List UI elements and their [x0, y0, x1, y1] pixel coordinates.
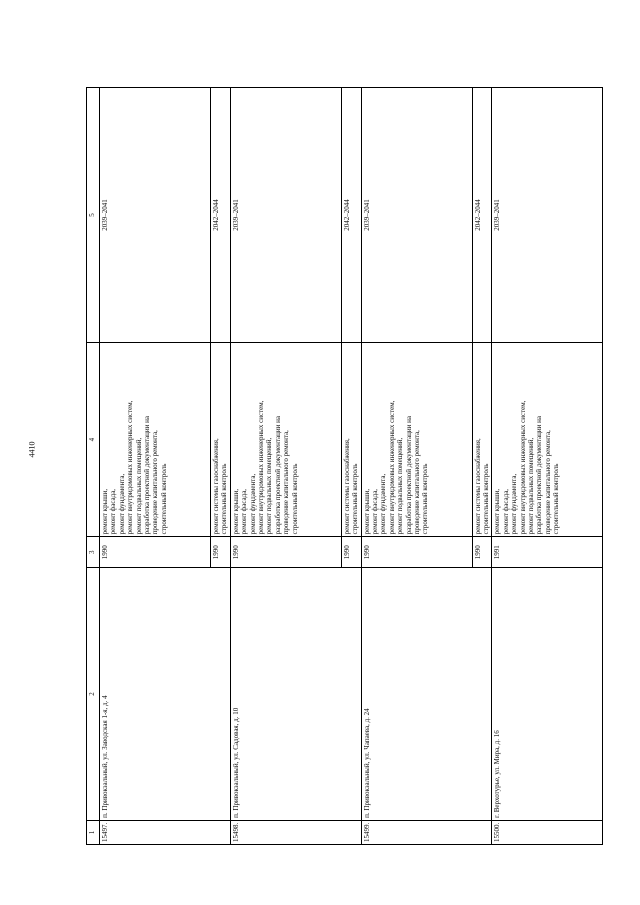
work-item: ремонт внутридомовых инженерных систем, [256, 400, 265, 535]
table-row [492, 88, 603, 845]
row-number-cell: 15500. [492, 820, 603, 844]
header-cell: 1 [87, 820, 100, 844]
work-item: ремонт подвальных помещений, [265, 437, 274, 535]
address-cell: г. Верхотурье, ул. Мира, д. 16 [492, 568, 603, 821]
work-item: разработка проектной документации на [142, 416, 151, 535]
work-item: проведение капитального ремонта, [543, 430, 552, 535]
period-cell: 2042–2044 [341, 88, 361, 343]
year-cell: 1990 [341, 537, 361, 568]
work-item: строительный контроль [290, 463, 299, 535]
work-item: ремонт подвальных помещений, [396, 437, 405, 535]
row-number-cell: 15497. [100, 820, 231, 844]
work-item: ремонт фундамента, [248, 473, 257, 535]
year-cell: 1991 [492, 537, 603, 568]
work-item: разработка проектной документации на [273, 416, 282, 535]
work-item: ремонт подвальных помещений, [526, 437, 535, 535]
work-item: ремонт крыши, [101, 488, 109, 535]
work-item: проведение капитального ремонта, [282, 430, 291, 535]
address-cell: п. Привокзальный, ул. Чапаева, д. 24 [361, 568, 492, 821]
table-row [230, 88, 341, 845]
work-item: ремонт системы газоснабжения, [212, 438, 220, 535]
period-cell: 2042–2044 [472, 88, 492, 343]
work-item: ремонт фасада, [240, 488, 249, 535]
period-cell: 2039–2041 [361, 88, 472, 343]
work-item: проведение капитального ремонта, [412, 430, 421, 535]
work-item: ремонт системы газоснабжения, [342, 438, 351, 535]
page-number: 4410 [27, 441, 37, 458]
work-item: разработка проектной документации на [535, 416, 544, 535]
works-cell [472, 342, 492, 536]
row-number-cell: 15499. [361, 820, 492, 844]
year-cell: 1990 [230, 537, 341, 568]
year-cell: 1990 [472, 537, 492, 568]
works-cell [211, 342, 231, 536]
work-item: ремонт внутридомовых инженерных систем, [126, 400, 135, 535]
table-body [100, 88, 603, 845]
address-cell: п. Привокзальный, ул. Заводская 1-я, д. 4 [100, 568, 231, 821]
works-cell [341, 342, 361, 536]
year-cell: 1990 [211, 537, 231, 568]
work-item: ремонт фасада, [370, 488, 379, 535]
header-row [87, 88, 100, 845]
table-row [100, 88, 211, 845]
period-cell: 2042–2044 [211, 88, 231, 343]
header-cell: 4 [87, 342, 100, 536]
work-item: ремонт внутридомовых инженерных систем, [518, 400, 527, 535]
work-item: строительный контроль [351, 463, 360, 535]
header-cell: 2 [87, 568, 100, 821]
works-cell [361, 342, 472, 536]
header-cell: 3 [87, 537, 100, 568]
works-cell [100, 342, 211, 536]
work-item: ремонт фасада, [501, 488, 510, 535]
work-item: строительный контроль [220, 463, 229, 535]
work-item: ремонт фундамента, [379, 473, 388, 535]
repair-schedule-table [86, 87, 603, 845]
work-item: строительный контроль [552, 463, 561, 535]
work-item: ремонт подвальных помещений, [134, 437, 143, 535]
work-item: ремонт системы газоснабжения, [473, 438, 482, 535]
row-number-cell: 15498. [230, 820, 361, 844]
address-cell: п. Привокзальный, ул. Садовая, д. 10 [230, 568, 361, 821]
works-cell [492, 342, 603, 536]
year-cell: 1990 [100, 537, 211, 568]
work-item: ремонт крыши, [493, 488, 502, 535]
work-item: строительный контроль [421, 463, 430, 535]
work-item: строительный контроль [481, 463, 490, 535]
period-cell: 2039–2041 [100, 88, 211, 343]
header-cell: 5 [87, 88, 100, 343]
work-item: строительный контроль [159, 463, 168, 535]
works-cell [230, 342, 341, 536]
period-cell: 2039–2041 [230, 88, 341, 343]
work-item: ремонт крыши, [231, 488, 240, 535]
work-item: ремонт фундамента, [510, 473, 519, 535]
year-cell: 1990 [361, 537, 472, 568]
work-item: ремонт крыши, [362, 488, 371, 535]
work-item: ремонт внутридомовых инженерных систем, [387, 400, 396, 535]
period-cell: 2039–2041 [492, 88, 603, 343]
work-item: ремонт фасада, [109, 488, 118, 535]
rotated-table-container [86, 87, 576, 845]
work-item: проведение капитального ремонта, [151, 430, 160, 535]
table-row [361, 88, 472, 845]
work-item: ремонт фундамента, [117, 473, 126, 535]
work-item: разработка проектной документации на [404, 416, 413, 535]
